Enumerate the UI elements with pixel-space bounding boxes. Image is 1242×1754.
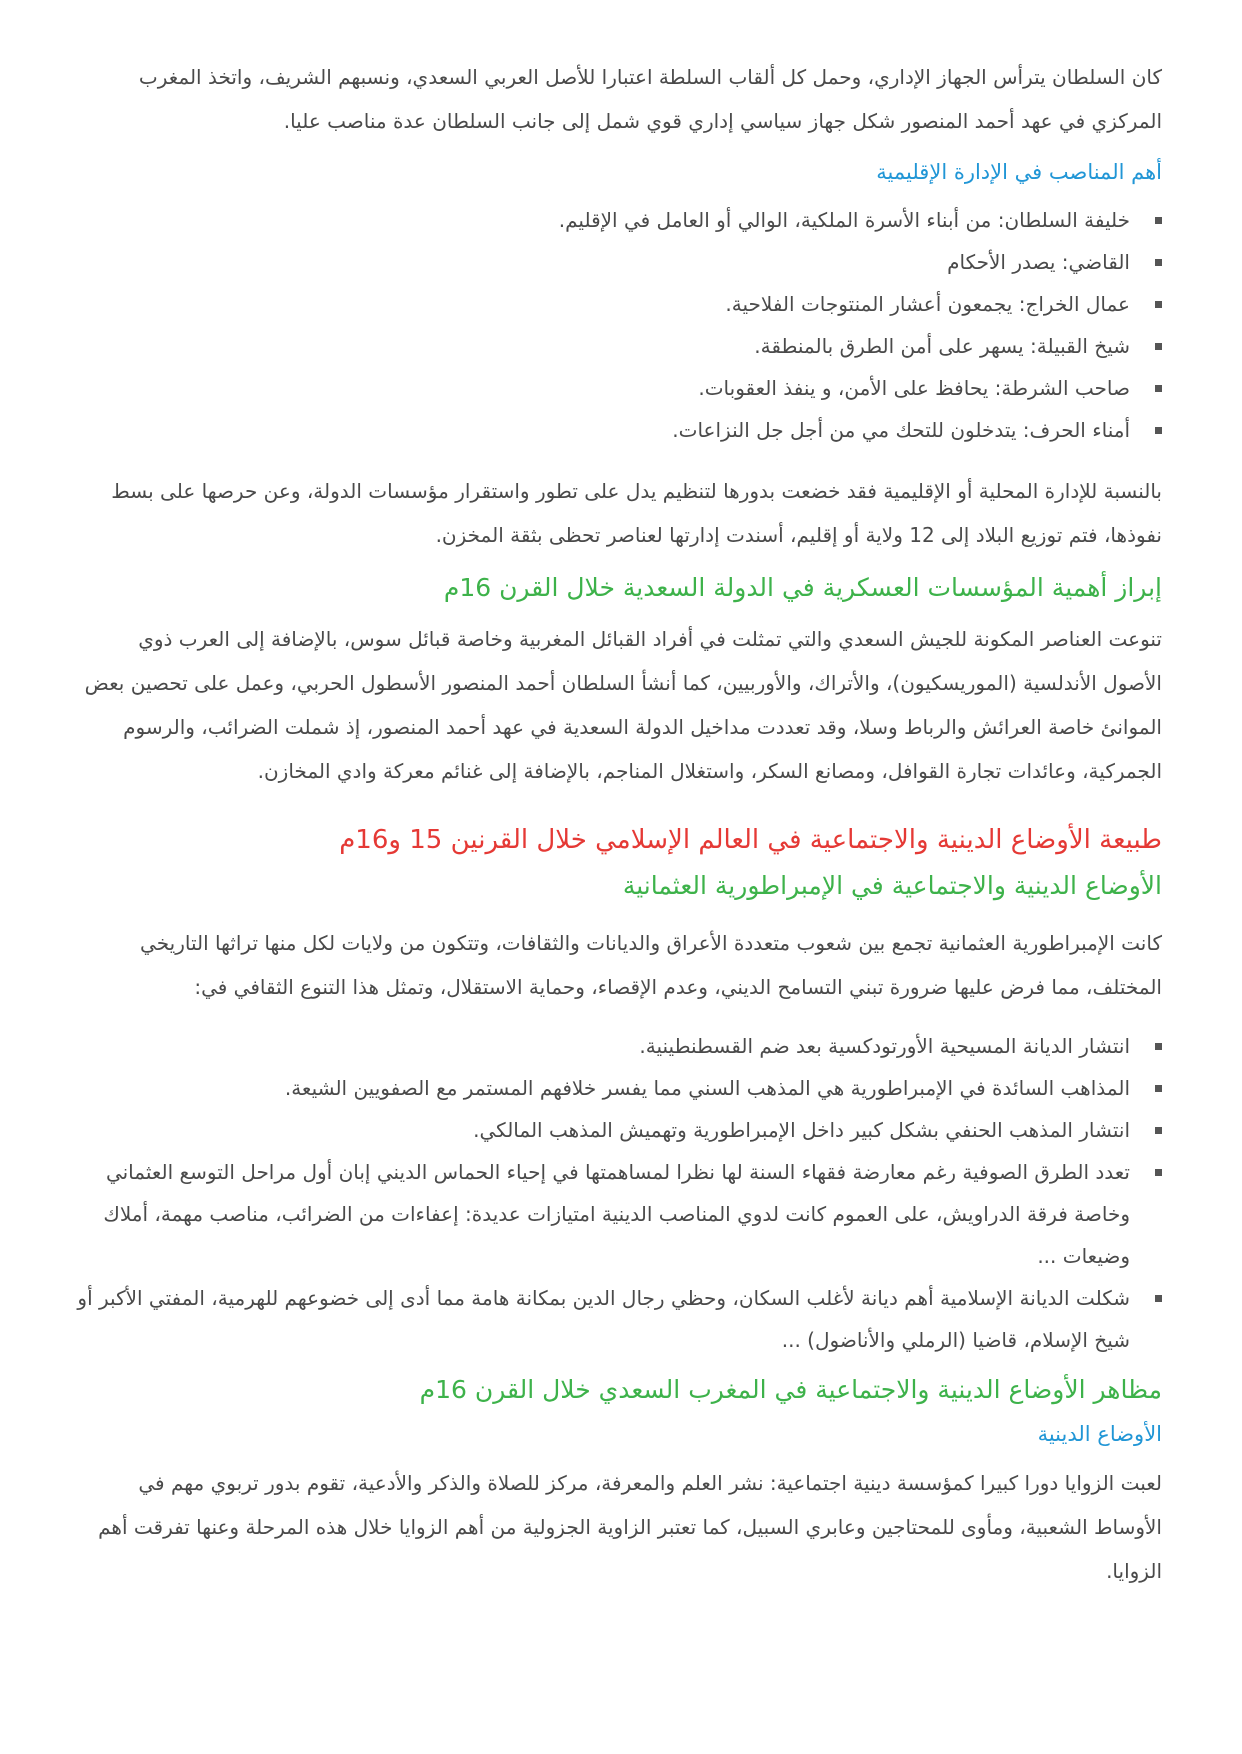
military-heading: إبراز أهمية المؤسسات العسكرية في الدولة السعدية خلال القرن 16م bbox=[443, 573, 1162, 602]
regional-list bbox=[77, 199, 1162, 451]
list-item: المذاهب السائدة في الإمبراطورية هي المذهب السني مما يفسر خلافهم المستمر مع الصفويين الشيعة. bbox=[77, 1067, 1162, 1109]
ottoman-paragraph: كانت الإمبراطورية العثمانية تجمع بين شعوب متعددة الأعراق والديانات والثقافات، وتتكون من ولايات لكل منها تراثها التاريخي المختلف، مما فرض عليها ضرورة تبني التسامح الديني، وعدم الإقصاء، وحماية الاستقلال، وتمثل هذا التنوع الثقافي في: bbox=[140, 931, 1162, 999]
list-item: خليفة السلطان: من أبناء الأسرة الملكية، الوالي أو العامل في الإقليم. bbox=[77, 199, 1162, 241]
square-bullet-icon bbox=[1155, 1085, 1162, 1092]
ottoman-list bbox=[77, 1025, 1162, 1361]
regional-heading: أهم المناصب في الإدارة الإقليمية bbox=[876, 160, 1162, 184]
main-section-heading: طبيعة الأوضاع الدينية والاجتماعية في العالم الإسلامي خلال القرنين 15 و16م bbox=[339, 825, 1162, 855]
ottoman-heading: الأوضاع الدينية والاجتماعية في الإمبراطورية العثمانية bbox=[622, 871, 1162, 900]
list-item: انتشار المذهب الحنفي بشكل كبير داخل الإمبراطورية وتهميش المذهب المالكي. bbox=[77, 1109, 1162, 1151]
square-bullet-icon bbox=[1155, 343, 1162, 350]
list-item: القاضي: يصدر الأحكام bbox=[77, 241, 1162, 283]
square-bullet-icon bbox=[1155, 427, 1162, 434]
list-item: تعدد الطرق الصوفية رغم معارضة فقهاء السنة لها نظرا لمساهمتها في إحياء الحماس الديني إبان أول مراحل التوسع العثماني وخاصة فرقة الدراويش، على العموم كانت لدوي المناصب الدينية امتيازات عديدة: إعفاءات من الضرائب، مناصب مهمة، أملاك وضيعات ... bbox=[77, 1151, 1162, 1277]
square-bullet-icon bbox=[1155, 385, 1162, 392]
list-item: صاحب الشرطة: يحافظ على الأمن، و ينفذ العقوبات. bbox=[77, 367, 1162, 409]
square-bullet-icon bbox=[1155, 217, 1162, 224]
square-bullet-icon bbox=[1155, 301, 1162, 308]
intro-paragraph: كان السلطان يترأس الجهاز الإداري، وحمل كل ألقاب السلطة اعتبارا للأصل العربي السعدي، ونسبهم الشريف، واتخذ المغرب المركزي في عهد أحمد المنصور شكل جهاز سياسي إداري قوي شمل إلى جانب السلطان عدة مناصب عليا. bbox=[138, 65, 1162, 133]
square-bullet-icon bbox=[1155, 1169, 1162, 1176]
document-page bbox=[77, 55, 1162, 1593]
square-bullet-icon bbox=[1155, 1043, 1162, 1050]
list-item: عمال الخراج: يجمعون أعشار المنتوجات الفلاحية. bbox=[77, 283, 1162, 325]
square-bullet-icon bbox=[1155, 259, 1162, 266]
military-paragraph: تنوعت العناصر المكونة للجيش السعدي والتي تمثلت في أفراد القبائل المغربية وخاصة قبائل سوس، بالإضافة إلى العرب ذوي الأصول الأندلسية (الموريسكيون)، والأتراك، والأوربيين، كما أنشأ السلطان أحمد المنصور الأسطول الحربي، وعمل على تحصين بعض الموانئ خاصة العرائش والرباط وسلا، وقد تعددت مداخيل الدولة السعدية في عهد أحمد المنصور، إذ شملت الضرائب، والرسوم الجمركية، وعائدات تجارة القوافل، ومصانع السكر، واستغلال المناجم، بالإضافة إلى غنائم معركة وادي المخازن. bbox=[84, 627, 1162, 783]
morocco-heading: مظاهر الأوضاع الدينية والاجتماعية في المغرب السعدي خلال القرن 16م bbox=[419, 1375, 1162, 1404]
list-item: أمناء الحرف: يتدخلون للتحك مي من أجل جل النزاعات. bbox=[77, 409, 1162, 451]
list-item: شكلت الديانة الإسلامية أهم ديانة لأغلب السكان، وحظي رجال الدين بمكانة هامة مما أدى إلى خضوعهم للهرمية، المفتي الأكبر أو شيخ الإسلام، قاضيا (الرملي والأناضول) ... bbox=[77, 1277, 1162, 1361]
religious-subheading: الأوضاع الدينية bbox=[1037, 1422, 1162, 1446]
list-item: انتشار الديانة المسيحية الأورتودكسية بعد ضم القسطنطينية. bbox=[77, 1025, 1162, 1067]
square-bullet-icon bbox=[1155, 1295, 1162, 1302]
square-bullet-icon bbox=[1155, 1127, 1162, 1134]
religious-paragraph: لعبت الزوايا دورا كبيرا كمؤسسة دينية اجتماعية: نشر العلم والمعرفة، مركز للصلاة والذكر والأدعية، تقوم بدور تربوي مهم في الأوساط الشعبية، ومأوى للمحتاجين وعابري السبيل، كما تعتبر الزاوية الجزولية من أهم الزوايا خلال هذه المرحلة وعنها تفرقت أهم الزوايا. bbox=[98, 1471, 1162, 1583]
local-admin-paragraph: بالنسبة للإدارة المحلية أو الإقليمية فقد خضعت بدورها لتنظيم يدل على تطور واستقرار مؤسسات الدولة، وعن حرصها على بسط نفوذها، فتم توزيع البلاد إلى 12 ولاية أو إقليم، أسندت إدارتها لعناصر تحظى بثقة المخزن. bbox=[111, 479, 1162, 547]
list-item: شيخ القبيلة: يسهر على أمن الطرق بالمنطقة. bbox=[77, 325, 1162, 367]
